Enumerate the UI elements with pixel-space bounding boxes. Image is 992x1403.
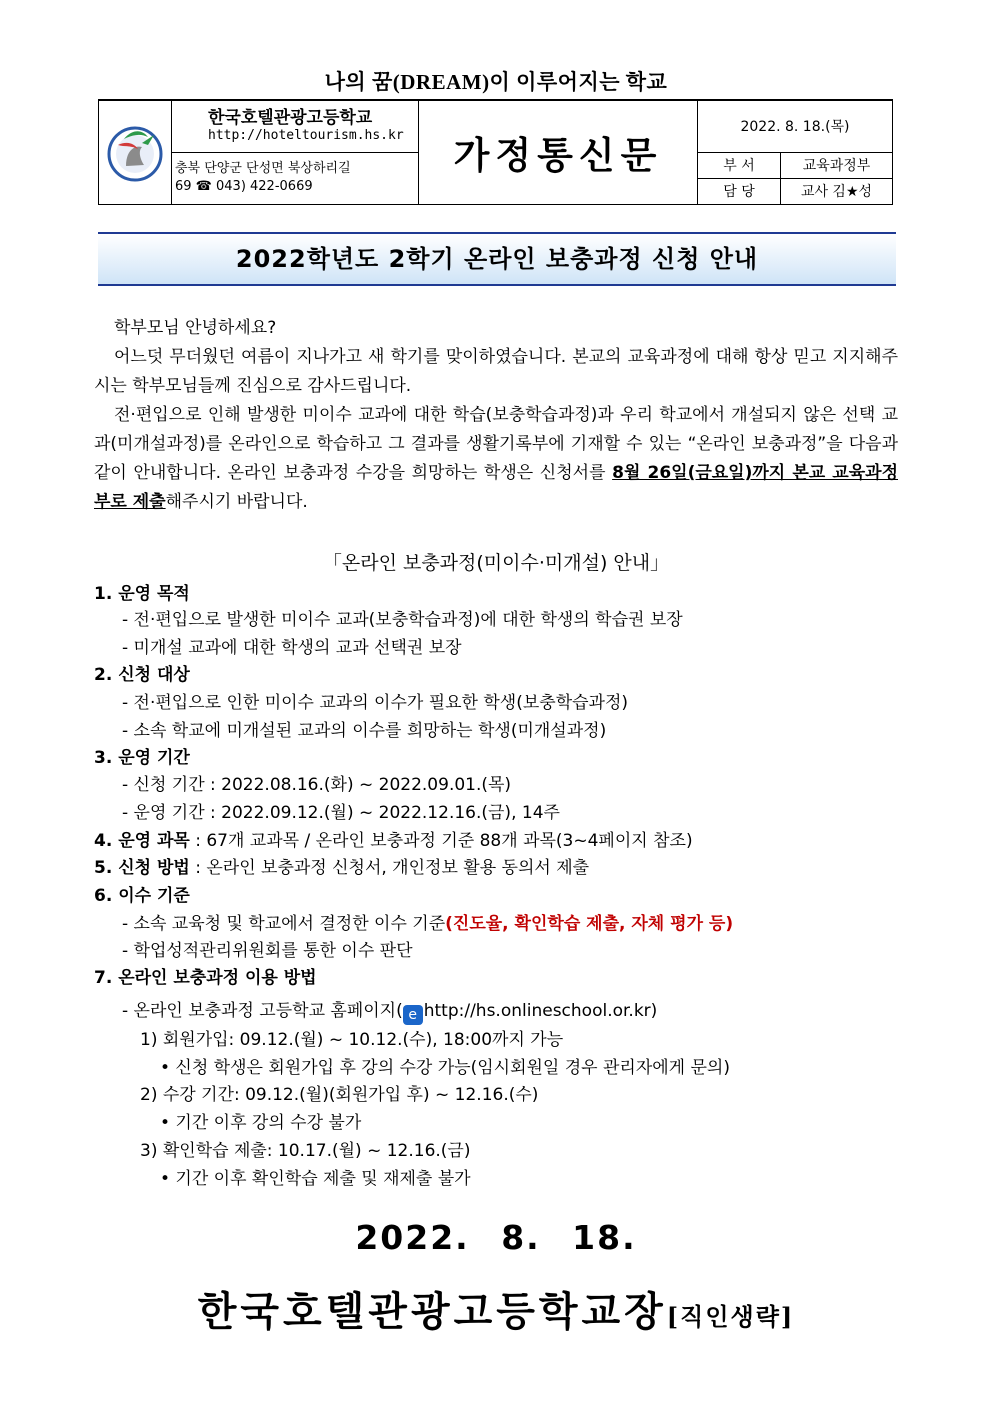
letter-date: 2022. 8. 18. <box>355 1218 637 1257</box>
greeting: 학부모님 안녕하세요? <box>114 318 277 338</box>
school-logo-icon <box>104 121 166 183</box>
school-address <box>172 152 419 204</box>
item-3-heading: 3. 운영 기간 <box>94 748 190 768</box>
item-7-3-bullet: • 기간 이후 확인학습 제출 및 재제출 불가 <box>160 1169 471 1189</box>
item-7-1: 1) 회원가입: 09.12.(월) ~ 10.12.(수), 18:00까지 가능 <box>140 1030 564 1050</box>
intro-paragraph-2-end: 해주시기 바랍니다. <box>165 492 308 512</box>
address-line-1: 충북 단양군 단성면 북상하리길 <box>175 161 351 176</box>
item-5-heading: 5. 신청 방법 <box>94 858 190 878</box>
contact-label: 담 당 <box>698 178 781 204</box>
deadline-highlight: 8월 26일(금요일)까지 본교 교육과정부로 제출 <box>94 463 898 512</box>
signer-name: 한국호텔관광고등학교장 <box>197 1288 667 1335</box>
item-1-a: - 전·편입으로 발생한 미이수 교과(보충학습과정)에 대한 학생의 학습권 보장 <box>122 610 683 630</box>
item-7-1-bullet: • 신청 학생은 회원가입 후 강의 수강 가능(임시회원일 경우 관리자에게 문의) <box>160 1058 730 1078</box>
item-6-a <box>122 912 733 936</box>
school-logo-cell <box>99 100 172 204</box>
intro-paragraph-2-text: 전·편입으로 인해 발생한 미이수 교과에 대한 학습(보충학습과정)과 우리 학교에서 개설되지 않은 선택 교과(미개설과정)를 온라인으로 학습하고 그 결과를 생활기록부에 기재할 수 있는 “온라인 보충과정”을 다음과 같이 안내합니다. 온라인 보충과정 수강을 희망하는 학생은 신청서를 <box>94 405 898 483</box>
item-7-a-text: - 온라인 보충과정 고등학교 홈페이지( <box>122 1001 403 1021</box>
item-7-a <box>122 999 657 1025</box>
item-5-text: : 온라인 보충과정 신청서, 개인정보 활용 동의서 제출 <box>189 858 590 878</box>
dept-value: 교육과정부 <box>781 153 893 179</box>
item-2-b: - 소속 학교에 미개설된 교과의 이수를 희망하는 학생(미개설과정) <box>122 721 607 741</box>
notice-banner <box>98 232 896 286</box>
item-4-heading: 4. 운영 과목 <box>94 831 190 851</box>
school-url[interactable]: http://hoteltourism.hs.kr <box>208 128 404 144</box>
onlineschool-link[interactable]: http://hs.onlineschool.or.kr) <box>423 1001 658 1021</box>
letterhead-table <box>98 99 893 205</box>
browser-icon: e <box>403 1005 423 1025</box>
item-7-2-bullet: • 기간 이후 강의 수강 불가 <box>160 1113 362 1133</box>
item-7-heading: 7. 온라인 보충과정 이용 방법 <box>94 968 317 988</box>
item-4 <box>94 829 693 853</box>
item-6-b: - 학업성적관리위원회를 통한 이수 판단 <box>122 941 413 961</box>
item-7-2: 2) 수강 기간: 09.12.(월)(회원가입 후) ~ 12.16.(수) <box>140 1085 539 1105</box>
dept-label: 부 서 <box>698 153 781 179</box>
issue-date: 2022. 8. 18.(목) <box>698 100 893 152</box>
item-3-b: - 운영 기간 : 2022.09.12.(월) ~ 2022.12.16.(금), 14주 <box>122 803 560 823</box>
seal-note: [직인생략] <box>666 1302 795 1331</box>
school-motto: 나의 꿈(DREAM)이 이루어지는 학교 <box>324 70 668 94</box>
contact-value: 교사 김★성 <box>781 178 893 204</box>
document-title: 가정통신문 <box>419 100 698 204</box>
item-2-heading: 2. 신청 대상 <box>94 665 190 685</box>
section-title: 「온라인 보충과정(미이수·미개설) 안내」 <box>322 552 670 574</box>
item-6-a-criteria: (진도율, 확인학습 제출, 자체 평가 등) <box>445 914 734 934</box>
item-7-3: 3) 확인학습 제출: 10.17.(월) ~ 12.16.(금) <box>140 1141 471 1161</box>
item-4-text: : 67개 교과목 / 온라인 보충과정 기준 88개 과목(3~4페이지 참조) <box>189 831 693 851</box>
item-6-heading: 6. 이수 기준 <box>94 886 190 906</box>
item-2-a: - 전·편입으로 인한 미이수 교과의 이수가 필요한 학생(보충학습과정) <box>122 693 629 713</box>
item-1-heading: 1. 운영 목적 <box>94 584 190 604</box>
intro-paragraph-1: 어느덧 무더웠던 여름이 지나가고 새 학기를 맞이하였습니다. 본교의 교육과정에 대해 항상 믿고 지지해주시는 학부모님들께 진심으로 감사드립니다. <box>94 347 898 396</box>
school-name: 한국호텔관광고등학교 <box>208 108 373 129</box>
item-1-b: - 미개설 교과에 대한 학생의 교과 선택권 보장 <box>122 638 462 658</box>
signature-line <box>0 1280 992 1337</box>
item-3-a: - 신청 기간 : 2022.08.16.(화) ~ 2022.09.01.(목) <box>122 775 512 795</box>
item-5 <box>94 856 589 880</box>
notice-title: 2022학년도 2학기 온라인 보충과정 신청 안내 <box>235 245 759 273</box>
address-line-2: 69 ☎ 043) 422-0669 <box>175 179 313 194</box>
intro-paragraph-2 <box>94 401 898 517</box>
item-6-a-text: - 소속 교육청 및 학교에서 결정한 이수 기준 <box>122 914 446 934</box>
